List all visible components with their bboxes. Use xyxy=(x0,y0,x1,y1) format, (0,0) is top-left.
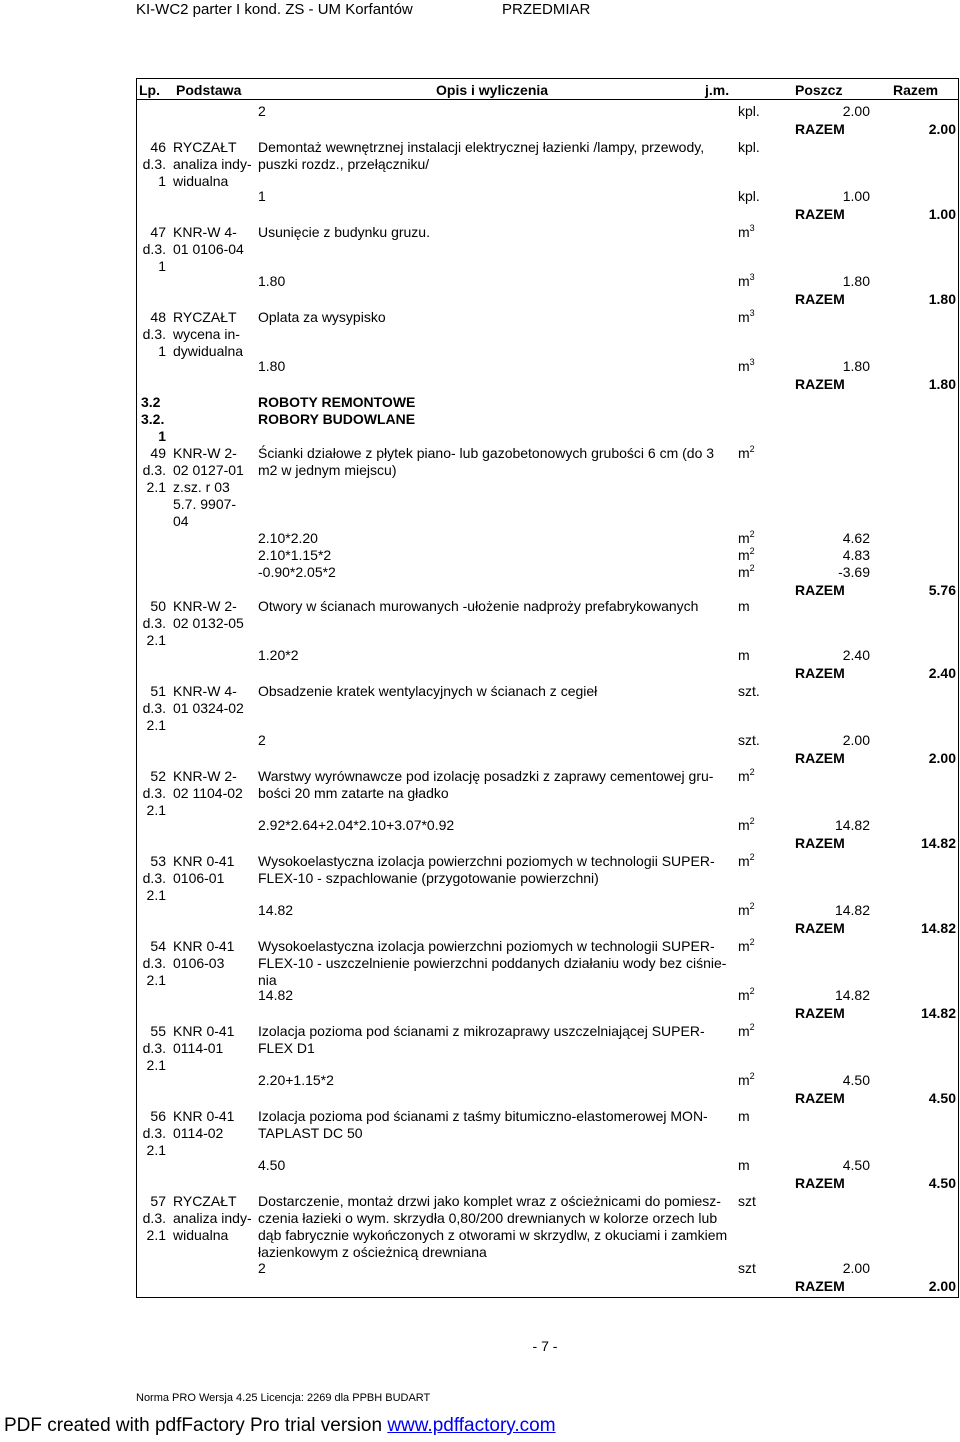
item-lp: 2.1 xyxy=(146,479,166,495)
calc-unit: m xyxy=(738,647,750,663)
item-basis: 0114-02 xyxy=(173,1125,224,1141)
razem-value: 2.40 xyxy=(928,665,956,681)
item-lp: d.3. xyxy=(142,785,166,801)
item-basis: KNR-W 2- xyxy=(173,445,237,461)
item-basis: 5.7. 9907- xyxy=(173,496,237,512)
razem-label: RAZEM xyxy=(795,1090,845,1106)
item-lp: 2.1 xyxy=(146,1227,166,1243)
calc-value: 1.00 xyxy=(842,188,870,204)
item-basis: 01 0324-02 xyxy=(173,700,244,716)
column-header-1: Podstawa xyxy=(176,82,242,98)
item-basis: 02 0127-01 xyxy=(173,462,244,478)
calc-expression: -0.90*2.05*2 xyxy=(258,564,336,580)
razem-value: 1.00 xyxy=(928,206,956,222)
razem-value: 2.00 xyxy=(928,750,956,766)
item-lp: 1 xyxy=(158,258,166,274)
item-unit: szt. xyxy=(738,683,760,699)
razem-label: RAZEM xyxy=(795,665,845,681)
item-basis: KNR 0-41 xyxy=(173,853,235,869)
item-basis: z.sz. r 03 xyxy=(173,479,230,495)
calc-expression: 1.80 xyxy=(258,273,286,289)
razem-label: RAZEM xyxy=(795,582,845,598)
pdf-note-text: PDF created with pdfFactory Pro trial version xyxy=(4,1415,388,1436)
project-title: KI-WC2 parter I kond. ZS - UM Korfantów xyxy=(136,1,413,18)
calc-value: 4.83 xyxy=(842,547,870,563)
calc-value: 1.80 xyxy=(842,358,870,374)
item-basis: KNR-W 2- xyxy=(173,768,237,784)
item-lp: 2.1 xyxy=(146,1057,166,1073)
item-lp: 56 xyxy=(150,1108,166,1124)
razem-label: RAZEM xyxy=(795,1005,845,1021)
item-description: Oplata za wysypisko xyxy=(258,309,386,325)
item-description: TAPLAST DC 50 xyxy=(258,1125,363,1141)
calc-value: 4.50 xyxy=(842,1157,870,1173)
item-lp: d.3. xyxy=(142,326,166,342)
calc-expression: 1.80 xyxy=(258,358,286,374)
item-lp: 47 xyxy=(150,224,166,240)
calc-value: 4.50 xyxy=(842,1072,870,1088)
razem-label: RAZEM xyxy=(795,291,845,307)
calc-unit: $m^3$ xyxy=(738,357,755,374)
razem-label: RAZEM xyxy=(795,1175,845,1191)
razem-value: 14.82 xyxy=(920,835,956,851)
item-basis: 01 0106-04 xyxy=(173,241,244,257)
prev-razem-label: RAZEM xyxy=(795,121,845,137)
item-lp: d.3. xyxy=(142,156,166,172)
item-lp: 55 xyxy=(150,1023,166,1039)
razem-label: RAZEM xyxy=(795,1278,845,1294)
calc-expression: 14.82 xyxy=(258,987,294,1003)
item-description: FLEX-10 - uszczelnienie powierzchni poddanych działaniu wody bez ciśnie- xyxy=(258,955,727,971)
item-basis: KNR 0-41 xyxy=(173,938,235,954)
item-lp: d.3. xyxy=(142,1210,166,1226)
item-lp: 53 xyxy=(150,853,166,869)
item-lp: 2.1 xyxy=(146,802,166,818)
item-unit: $m^3$ xyxy=(738,223,755,240)
calc-expression: 1 xyxy=(258,188,266,204)
calc-expression: 4.50 xyxy=(258,1157,286,1173)
item-unit: $m^3$ xyxy=(738,308,755,325)
calc-unit: $m^2$ xyxy=(738,901,755,918)
razem-label: RAZEM xyxy=(795,376,845,392)
item-lp: 54 xyxy=(150,938,166,954)
prev-calc-value: 2.00 xyxy=(842,103,870,119)
header-bottom-border xyxy=(136,99,959,100)
calc-expression: 2 xyxy=(258,732,266,748)
item-basis: RYCZAŁT xyxy=(173,1193,237,1209)
item-basis: wycena in- xyxy=(173,326,240,342)
item-description: Izolacja pozioma pod ścianami z mikrozaprawy uszczelniającej SUPER- xyxy=(258,1023,705,1039)
item-lp: d.3. xyxy=(142,615,166,631)
razem-value: 2.00 xyxy=(928,1278,956,1294)
razem-value: 14.82 xyxy=(920,920,956,936)
item-basis: dywidualna xyxy=(173,343,244,359)
calc-unit: $m^2$ xyxy=(738,816,755,833)
razem-label: RAZEM xyxy=(795,835,845,851)
razem-label: RAZEM xyxy=(795,750,845,766)
item-lp: 1 xyxy=(158,173,166,189)
item-lp: 46 xyxy=(150,139,166,155)
calc-expression: 2.20+1.15*2 xyxy=(258,1072,334,1088)
item-basis: KNR-W 4- xyxy=(173,224,237,240)
document-type: PRZEDMIAR xyxy=(502,1,591,18)
item-lp: 51 xyxy=(150,683,166,699)
calc-unit: $m^2$ xyxy=(738,529,755,546)
item-basis: 0106-03 xyxy=(173,955,225,971)
item-description: Demontaż wewnętrznej instalacji elektrycznej łazienki /lampy, przewody, xyxy=(258,139,705,155)
column-header-0: Lp. xyxy=(139,82,160,98)
item-description: łazienkowym z ościeżnicą drewniana xyxy=(258,1244,487,1260)
column-header-4: Poszcz xyxy=(795,82,843,98)
calc-unit: $m^2$ xyxy=(738,563,755,580)
item-basis: KNR 0-41 xyxy=(173,1108,235,1124)
item-lp: d.3. xyxy=(142,700,166,716)
table-right-border xyxy=(958,78,959,1298)
item-unit: $m^2$ xyxy=(738,852,755,869)
razem-label: RAZEM xyxy=(795,206,845,222)
calc-value: 1.80 xyxy=(842,273,870,289)
calc-expression: 2.10*1.15*2 xyxy=(258,547,332,563)
item-lp: 2.1 xyxy=(146,717,166,733)
item-basis: RYCZAŁT xyxy=(173,139,237,155)
item-unit: $m^2$ xyxy=(738,1022,755,1039)
calc-value: 2.00 xyxy=(842,1260,870,1276)
prev-calc-expr: 2 xyxy=(258,103,266,119)
razem-value: 1.80 xyxy=(928,291,956,307)
item-lp: 49 xyxy=(150,445,166,461)
item-basis: analiza indy- xyxy=(173,1210,252,1226)
item-basis: widualna xyxy=(173,173,229,189)
item-description: m2 w jednym miejscu) xyxy=(258,462,397,478)
item-description: Warstwy wyrównawcze pod izolację posadzki z zaprawy cementowej gru- xyxy=(258,768,714,784)
item-lp: 50 xyxy=(150,598,166,614)
item-unit: szt xyxy=(738,1193,756,1209)
item-basis: KNR-W 2- xyxy=(173,598,237,614)
item-lp: d.3. xyxy=(142,870,166,886)
section-title: ROBORY BUDOWLANE xyxy=(258,411,416,427)
item-lp: 2.1 xyxy=(146,972,166,988)
calc-unit: m xyxy=(738,1157,750,1173)
item-description: Wysokoelastyczna izolacja powierzchni poziomych w technologii SUPER- xyxy=(258,938,715,954)
item-description: FLEX-10 - szpachlowanie (przygotowanie powierzchni) xyxy=(258,870,599,886)
item-lp: d.3. xyxy=(142,462,166,478)
item-lp: d.3. xyxy=(142,955,166,971)
calc-value: 14.82 xyxy=(834,817,870,833)
item-description: FLEX D1 xyxy=(258,1040,315,1056)
calc-unit: $m^2$ xyxy=(738,546,755,563)
column-header-3: j.m. xyxy=(705,82,730,98)
item-lp: 1 xyxy=(158,343,166,359)
item-lp: d.3. xyxy=(142,1125,166,1141)
razem-value: 4.50 xyxy=(928,1090,956,1106)
item-description: Dostarczenie, montaż drzwi jako komplet wraz z ościeżnicami do pomiesz- xyxy=(258,1193,721,1209)
calc-value: 14.82 xyxy=(834,987,870,1003)
item-description: Wysokoelastyczna izolacja powierzchni poziomych w technologii SUPER- xyxy=(258,853,715,869)
item-unit: m xyxy=(738,598,750,614)
pdf-creator-note xyxy=(4,1415,556,1437)
section-number: 3.2. xyxy=(141,411,165,427)
item-lp: 48 xyxy=(150,309,166,325)
item-basis: analiza indy- xyxy=(173,156,252,172)
calc-unit: szt xyxy=(738,1260,756,1276)
calc-unit: $m^2$ xyxy=(738,986,755,1003)
section-number-sub: 1 xyxy=(158,428,166,444)
item-lp: 2.1 xyxy=(146,887,166,903)
prev-calc-unit: kpl. xyxy=(738,103,760,119)
item-description: Obsadzenie kratek wentylacyjnych w ścianach z cegieł xyxy=(258,683,598,699)
calc-value: 2.40 xyxy=(842,647,870,663)
item-lp: 2.1 xyxy=(146,632,166,648)
razem-value: 1.80 xyxy=(928,376,956,392)
item-basis: 0106-01 xyxy=(173,870,225,886)
item-unit: kpl. xyxy=(738,139,760,155)
item-basis: RYCZAŁT xyxy=(173,309,237,325)
item-description: puszki rozdz., przełączniku/ xyxy=(258,156,430,172)
item-unit: $m^2$ xyxy=(738,767,755,784)
item-lp: 57 xyxy=(150,1193,166,1209)
item-description: Izolacja pozioma pod ścianami z taśmy bitumiczno-elastomerowej MON- xyxy=(258,1108,708,1124)
item-description: Otwory w ścianach murowanych -ułożenie nadproży prefabrykowanych xyxy=(258,598,699,614)
calc-value: -3.69 xyxy=(838,564,870,580)
table-bottom-border xyxy=(136,1297,959,1298)
section-number: 3.2 xyxy=(141,394,161,410)
razem-label: RAZEM xyxy=(795,920,845,936)
calc-unit: $m^2$ xyxy=(738,1071,755,1088)
item-lp: d.3. xyxy=(142,1040,166,1056)
calc-expression: 2.92*2.64+2.04*2.10+3.07*0.92 xyxy=(258,817,455,833)
column-header-5: Razem xyxy=(893,82,939,98)
item-unit: $m^2$ xyxy=(738,444,755,461)
calc-expression: 2.10*2.20 xyxy=(258,530,318,546)
calc-unit: kpl. xyxy=(738,188,760,204)
item-lp: d.3. xyxy=(142,241,166,257)
page-number: - 7 - xyxy=(532,1338,558,1354)
pdffactory-link[interactable]: www.pdffactory.com xyxy=(387,1415,556,1436)
item-basis: widualna xyxy=(173,1227,229,1243)
item-unit: $m^2$ xyxy=(738,937,755,954)
item-basis: 0114-01 xyxy=(173,1040,224,1056)
calc-value: 4.62 xyxy=(842,530,870,546)
calc-expression: 2 xyxy=(258,1260,266,1276)
prev-razem-value: 2.00 xyxy=(928,121,956,137)
calc-value: 14.82 xyxy=(834,902,870,918)
item-basis: KNR-W 4- xyxy=(173,683,237,699)
page-header xyxy=(0,0,960,26)
calc-expression: 1.20*2 xyxy=(258,647,299,663)
calc-unit: $m^3$ xyxy=(738,272,755,289)
section-title: ROBOTY REMONTOWE xyxy=(258,394,416,410)
item-description: Ścianki działowe z płytek piano- lub gazobetonowych grubości 6 cm (do 3 xyxy=(258,445,715,461)
item-basis: 04 xyxy=(173,513,189,529)
item-description: dąb fabrycznie wykończonych z otworami w skrzydlw, z okuciami i zamkiem xyxy=(258,1227,728,1243)
calc-unit: szt. xyxy=(738,732,760,748)
item-unit: m xyxy=(738,1108,750,1124)
table-top-border xyxy=(136,78,959,79)
item-description: bości 20 mm zatarte na gładko xyxy=(258,785,449,801)
item-description: czenia łazieki o wym. skrzydła 0,80/200 drewnianych w kolorze orzech lub xyxy=(258,1210,718,1226)
calc-value: 2.00 xyxy=(842,732,870,748)
calc-expression: 14.82 xyxy=(258,902,294,918)
item-lp: 2.1 xyxy=(146,1142,166,1158)
razem-value: 14.82 xyxy=(920,1005,956,1021)
razem-value: 5.76 xyxy=(928,582,956,598)
razem-value: 4.50 xyxy=(928,1175,956,1191)
software-note: Norma PRO Wersja 4.25 Licencja: 2269 dla PPBH BUDART xyxy=(136,1392,431,1404)
item-basis: KNR 0-41 xyxy=(173,1023,235,1039)
item-basis: 02 1104-02 xyxy=(173,785,243,801)
item-basis: 02 0132-05 xyxy=(173,615,244,631)
column-header-2: Opis i wyliczenia xyxy=(436,82,549,98)
item-description: Usunięcie z budynku gruzu. xyxy=(258,224,430,240)
item-lp: 52 xyxy=(150,768,166,784)
item-description: nia xyxy=(258,972,277,988)
